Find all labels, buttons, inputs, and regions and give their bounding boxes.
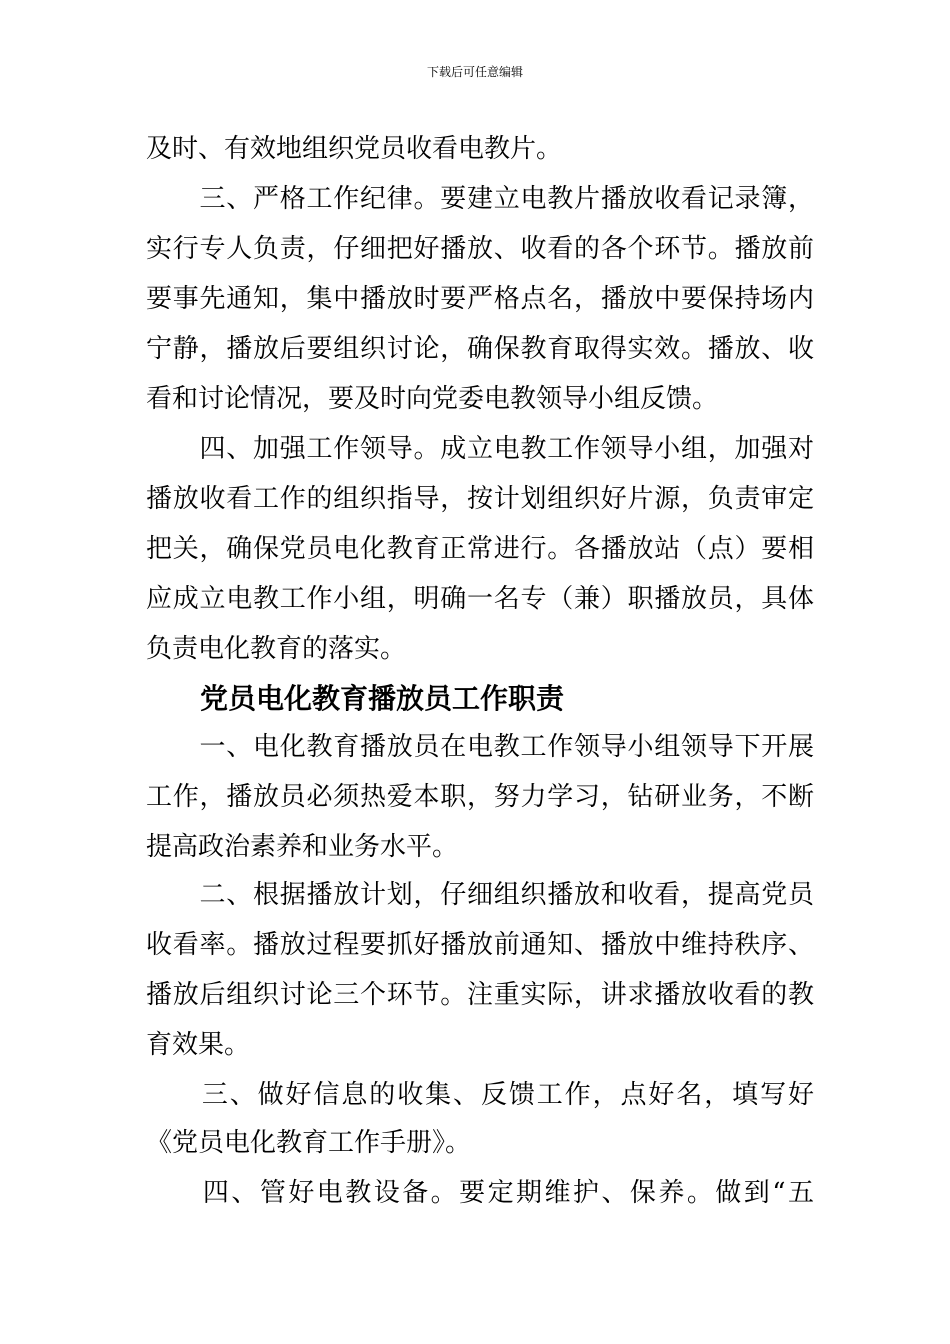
body-text-line: 宁静，播放后要组织讨论，确保教育取得实效。播放、收 — [146, 334, 814, 364]
section-title: 党员电化教育播放员工作职责 — [200, 682, 565, 715]
body-text-line: 负责电化教育的落实。 — [146, 634, 407, 664]
body-text-line: 播放后组织讨论三个环节。注重实际，讲求播放收看的教 — [146, 980, 814, 1010]
body-text-line: 把关，确保党员电化教育正常进行。各播放站（点）要相 — [146, 534, 814, 564]
body-text-line: 应成立电教工作小组，明确一名专（兼）职播放员，具体 — [146, 584, 814, 614]
body-text-line: 育效果。 — [146, 1030, 251, 1060]
page-header: 下载后可任意编辑 — [426, 65, 523, 79]
body-text-line: 三、严格工作纪律。要建立电教片播放收看记录簿， — [146, 184, 814, 214]
body-text-line: 看和讨论情况，要及时向党委电教领导小组反馈。 — [146, 384, 719, 414]
body-text-line: 一、电化教育播放员在电教工作领导小组领导下开展 — [146, 732, 814, 762]
body-text-line: 及时、有效地组织党员收看电教片。 — [146, 134, 563, 164]
body-text-line: 收看率。播放过程要抓好播放前通知、播放中维持秩序、 — [146, 930, 814, 960]
body-text-line: 提高政治素养和业务水平。 — [146, 832, 459, 862]
body-text-line: 工作，播放员必须热爱本职，努力学习，钻研业务，不断 — [146, 782, 814, 812]
body-text-line: 二、根据播放计划，仔细组织播放和收看，提高党员 — [146, 880, 814, 910]
body-text-line: 四、管好电教设备。要定期维护、保养。做到“五 — [146, 1178, 814, 1208]
body-text-line: 播放收看工作的组织指导，按计划组织好片源，负责审定 — [146, 484, 814, 514]
body-text-line: 四、加强工作领导。成立电教工作领导小组，加强对 — [146, 434, 814, 464]
body-text-line: 实行专人负责，仔细把好播放、收看的各个环节。播放前 — [146, 234, 814, 264]
body-text-line: 三、做好信息的收集、反馈工作，点好名，填写好 — [146, 1080, 814, 1110]
body-text-line: 要事先通知，集中播放时要严格点名，播放中要保持场内 — [146, 284, 814, 314]
body-text-line: 《党员电化教育工作手册》。 — [146, 1128, 472, 1158]
